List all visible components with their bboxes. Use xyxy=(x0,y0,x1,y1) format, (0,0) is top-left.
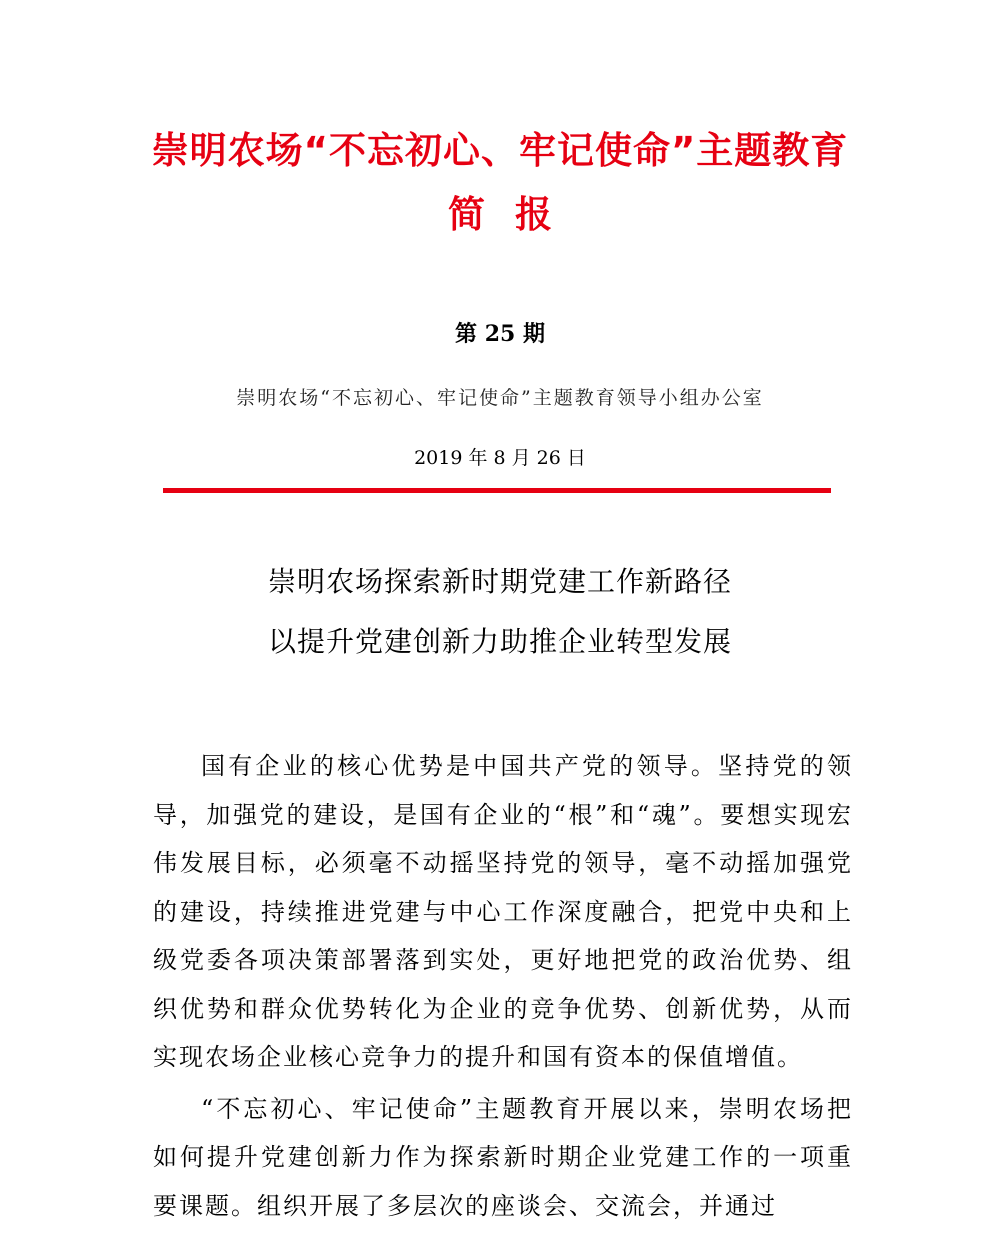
article-headline-line2: 以提升党建创新力助推企业转型发展 xyxy=(267,625,732,658)
article-paragraph-2: “不忘初心、牢记使命”主题教育开展以来，崇明农场把如何提升党建创新力作为探索新时期企业党建工作的一项重要课题。组织开展了多层次的座谈会、交流会，并通过 xyxy=(153,1094,853,1220)
issuer-office: 崇明农场“不忘初心、牢记使命”主题教育领导小组办公室 xyxy=(236,387,764,409)
red-divider-rule xyxy=(163,488,831,493)
masthead-title: 崇明农场“不忘初心、牢记使命”主题教育 xyxy=(151,129,849,172)
masthead-subtitle: 简报 xyxy=(448,193,582,236)
article-headline-line1: 崇明农场探索新时期党建工作新路径 xyxy=(267,565,732,598)
issue-number: 第 25 期 xyxy=(455,321,545,347)
article-paragraph-1: 国有企业的核心优势是中国共产党的领导。坚持党的领导，加强党的建设，是国有企业的“根”和“魂”。要想实现宏伟发展目标，必须毫不动摇坚持党的领导，毫不动摇加强党的建设，持续推进党建与中心工作深度融合，把党中央和上级党委各项决策部署落到实处，更好地把党的政治优势、组织优势和群众优势转化为企业的竞争优势、创新优势，从而实现农场企业核心竞争力的提升和国有资本的保值增值。 xyxy=(153,752,853,1071)
issue-date: 2019 年 8 月 26 日 xyxy=(414,447,586,469)
article-body xyxy=(153,742,853,1233)
